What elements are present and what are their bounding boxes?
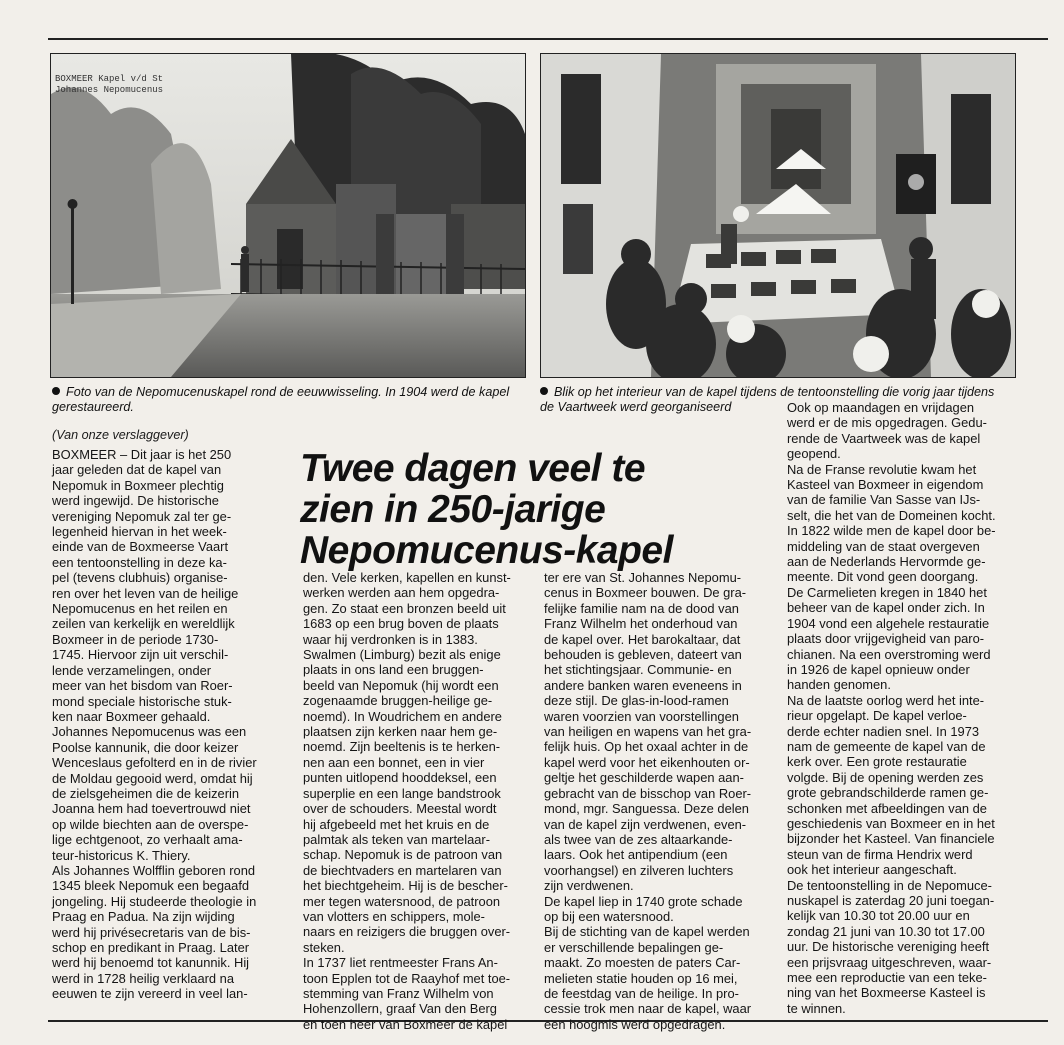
- text-line: mee een reproductie van een teke-: [787, 970, 987, 986]
- text-line: de zielsgeheimen die de keizerin: [52, 785, 240, 801]
- text-line: geopend.: [787, 446, 841, 462]
- article-column-4: [787, 400, 1019, 1016]
- text-line: ken naar Boxmeer gehaald.: [52, 708, 211, 724]
- text-line: melieten statie houden op 16 mei,: [544, 970, 738, 986]
- text-line: steun van de firma Hendrix werd: [787, 846, 973, 862]
- text-line: Hohenzollern, graaf Van den Berg: [303, 1001, 497, 1017]
- text-line: jaar geleden dat de kapel van: [52, 462, 222, 478]
- text-line: een tentoonstelling in deze ka-: [52, 554, 227, 570]
- text-line: de Moldau gegooid werd, omdat hij: [52, 770, 253, 786]
- text-line: plaats door vrijgevigheid van paro-: [787, 631, 985, 647]
- photo-chapel-exterior: [50, 53, 526, 378]
- text-line: De tentoonstelling in de Nepomuce-: [787, 877, 992, 893]
- text-line: noemd). In Woudrichem en andere: [303, 708, 502, 724]
- text-line: werd hij benoemd tot kanunnik. Hij: [52, 955, 250, 971]
- text-line: nuskapel is zaterdag 20 juni toegan-: [787, 893, 995, 908]
- text-line: schop en predikant in Praag. Later: [52, 940, 250, 955]
- text-line: toon Epplen tot de Raayhof met toe-: [303, 970, 511, 986]
- text-line: cenus in Boxmeer bouwen. De gra-: [544, 585, 747, 601]
- text-line: van de familie Van Sasse van IJs-: [787, 492, 981, 508]
- text-line: Franz Wilhelm het onderhoud van: [544, 616, 738, 632]
- text-line: zondag 21 juni van 10.30 tot 17.00: [787, 923, 985, 939]
- text-line: Nepomucenus en het reilen en: [52, 601, 228, 617]
- text-line: Joanna hem had toevertrouwd niet: [52, 801, 251, 817]
- text-line: plaats in ons land een bruggen-: [303, 662, 484, 678]
- text-line: werd in 1728 heilig verklaard na: [52, 970, 235, 986]
- text-line: Wenceslaus gefolterd en in de rivier: [52, 755, 257, 771]
- text-line: lige echtgenoot, zo verhaalt ama-: [52, 832, 243, 848]
- text-line: In 1737 liet rentmeester Frans An-: [303, 955, 498, 971]
- text-line: schonken met afbeeldingen van de: [787, 800, 987, 816]
- text-line: De Carmelieten kregen in 1840 het: [787, 584, 987, 600]
- stamp-line-2: Johannes Nepomucenus: [55, 85, 164, 95]
- text-line: middeling van de staat overgeven: [787, 538, 980, 554]
- text-line: ning van het Boxmeerse Kasteel is: [787, 985, 986, 1001]
- text-line: Als Johannes Wolfflin geboren rond: [52, 862, 256, 878]
- text-line: volgde. Bij de opening werden zes: [787, 769, 984, 785]
- text-line: grote gebrandschilderde ramen ge-: [787, 785, 989, 801]
- text-line: Na de Franse revolutie kwam het: [787, 461, 977, 477]
- photo-stamp-text: [55, 74, 163, 96]
- text-line: geltje het geschilderde wapen aan-: [544, 770, 744, 786]
- text-line: meente. Dit vond geen doorgang.: [787, 569, 979, 585]
- headline-line-2: zien in 250-jarige: [300, 488, 606, 531]
- text-line: werd er de mis opgedragen. Gedu-: [787, 415, 987, 431]
- text-line: de feestdag van de heilige. In pro-: [544, 985, 739, 1001]
- text-line: handen genomen.: [787, 677, 891, 693]
- text-line: waren voorzien van voorstellingen: [544, 708, 739, 724]
- text-line: 1745. Hiervoor zijn uit verschil-: [52, 647, 229, 663]
- text-line: uur. De historische vereniging heeft: [787, 939, 990, 955]
- text-line: hij afgebeeld met het kruis en de: [303, 816, 490, 832]
- text-line: de kapel over. Het barokaltaar, dat: [544, 631, 741, 647]
- caption-left: [52, 385, 522, 415]
- text-line: De kapel liep in 1740 grote schade: [544, 893, 743, 909]
- text-line: aan de Nederlands Hervormde ge-: [787, 554, 986, 570]
- text-line: van vlotters en schippers, mole-: [303, 908, 485, 924]
- text-line: 1345 bleek Nepomuk een begaafd: [52, 878, 250, 894]
- text-line: als twee van de zes altaarkande-: [544, 831, 733, 847]
- article-column-3: [544, 570, 776, 1032]
- chapel-exterior-image: [51, 54, 525, 377]
- text-line: kelijk van 10.30 tot 20.00 uur en: [787, 908, 970, 924]
- text-line: stemming van Franz Wilhelm von: [303, 985, 494, 1001]
- bullet-icon: [540, 387, 548, 395]
- text-line: mond, mgr. Sanguessa. Deze delen: [544, 801, 749, 817]
- text-line: naars en reizigers die bruggen over-: [303, 924, 511, 940]
- text-line: derde echter nadien snel. In 1973: [787, 723, 980, 739]
- text-line: over de schouders. Meestal wordt: [303, 801, 497, 817]
- text-line: te winnen.: [787, 1000, 846, 1016]
- stamp-line-1: BOXMEER Kapel v/d St: [55, 74, 164, 84]
- headline-line-1: Twee dagen veel te: [300, 447, 646, 490]
- text-line: een hoogmis werd opgedragen.: [544, 1016, 726, 1032]
- text-line: behouden is gebleven, dateert van: [544, 647, 742, 663]
- text-line: selt, die het van de Domeinen kocht.: [787, 507, 996, 523]
- text-line: felijke familie nam na de dood van: [544, 600, 739, 616]
- text-line: plaatsen zijn kerken naar hem ge-: [303, 724, 498, 740]
- text-line: op bij een watersnood.: [544, 908, 674, 924]
- chapel-interior-image: [541, 54, 1015, 377]
- text-line: Boxmeer in de periode 1730-: [52, 631, 219, 647]
- text-line: einde van de Boxmeerse Vaart: [52, 539, 229, 555]
- text-line: Ook op maandagen en vrijdagen: [787, 400, 975, 415]
- text-line: in 1926 de kapel opnieuw onder: [787, 661, 970, 677]
- text-line: gen. Zo staat een bronzen beeld uit: [303, 600, 506, 616]
- text-line: zijn verdwenen.: [544, 878, 634, 894]
- text-line: van heiligen en wapens van het gra-: [544, 724, 752, 740]
- text-line: den. Vele kerken, kapellen en kunst-: [303, 570, 511, 585]
- text-line: Poolse kannunik, die door keizer: [52, 739, 239, 755]
- text-line: maakt. Zo moesten de paters Car-: [544, 955, 741, 971]
- text-line: een prijsvraag uitgeschreven, waar-: [787, 954, 992, 970]
- text-line: punten uitlopend hooddeksel, een: [303, 770, 497, 786]
- text-line: mond speciale historische stuk-: [52, 693, 232, 709]
- article-column-1: [52, 447, 292, 1002]
- text-line: rende de Vaartweek was de kapel: [787, 430, 981, 446]
- text-line: nen aan een bonnet, een in vier: [303, 754, 485, 770]
- text-line: noemd. Zijn beeltenis is te herken-: [303, 739, 501, 755]
- text-line: ter ere van St. Johannes Nepomu-: [544, 570, 742, 585]
- headline: [300, 448, 770, 571]
- text-line: beeld van Nepomuk (hij wordt een: [303, 677, 499, 693]
- photo-chapel-interior: [540, 53, 1016, 378]
- text-line: het biechtgeheim. Hij is de bescher-: [303, 878, 508, 894]
- text-line: Nepomuk in Boxmeer plechtig: [52, 477, 224, 493]
- text-line: mer tegen watersnood, de patroon: [303, 893, 501, 909]
- text-line: vereniging Nepomuk zal ter ge-: [52, 508, 232, 524]
- text-line: andere banken waren eveneens in: [544, 677, 742, 693]
- text-line: werd ingewijd. De historische: [52, 493, 219, 509]
- text-line: deze stijl. De glas-in-lood-ramen: [544, 693, 729, 709]
- text-line: Na de laatste oorlog werd het inte-: [787, 692, 985, 708]
- text-line: eeuwen te zijn vereerd in veel lan-: [52, 986, 248, 1002]
- text-line: teur-historicus K. Thiery.: [52, 847, 191, 863]
- text-line: werd hij privésecretaris van de bis-: [52, 924, 251, 940]
- headline-line-3: Nepomucenus-kapel: [300, 529, 673, 572]
- text-line: ook het interieur aangeschaft.: [787, 862, 957, 878]
- text-line: voorhangsel) en zilveren luchters: [544, 862, 734, 878]
- bullet-icon: [52, 387, 60, 395]
- text-line: nam de gemeente de kapel van de: [787, 738, 986, 754]
- text-line: zogenaamde bruggen-heilige ge-: [303, 693, 493, 709]
- text-line: Johannes Nepomucenus was een: [52, 724, 247, 740]
- text-line: lende verzamelingen, onder: [52, 662, 212, 678]
- text-line: van de kapel zijn verdwenen, even-: [544, 816, 747, 832]
- text-line: superplie en een lange bandstrook: [303, 785, 501, 801]
- text-line: rieur opgelapt. De kapel verloe-: [787, 708, 967, 724]
- text-line: 1683 op een brug boven de plaats: [303, 616, 499, 632]
- text-line: gebracht van de bisschop van Roer-: [544, 785, 752, 801]
- text-line: op wilde biechten aan de overspe-: [52, 816, 249, 832]
- caption-right-text: Blik op het interieur van de kapel tijdens de tentoonstelling die vorig jaar tijdens de Vaartweek werd georganiseerd: [540, 385, 995, 414]
- text-line: het stichtingsjaar. Communie- en: [544, 662, 732, 678]
- text-line: er verschillende bepalingen ge-: [544, 939, 724, 955]
- text-line: BOXMEER – Dit jaar is het 250: [52, 447, 232, 462]
- text-line: geschiedenis van Boxmeer en in het: [787, 815, 995, 831]
- text-line: werken werden aan hem opgedra-: [303, 585, 500, 601]
- text-line: kapel werd voor het eikenhouten or-: [544, 754, 750, 770]
- text-line: waar hij verdronken is in 1383.: [303, 631, 478, 647]
- text-line: palmtak als teken van martelaar-: [303, 831, 490, 847]
- text-line: In 1822 wilde men de kapel door be-: [787, 523, 996, 539]
- text-line: Kasteel van Boxmeer in eigendom: [787, 477, 984, 493]
- text-line: kerk over. Een grote restauratie: [787, 754, 967, 770]
- text-line: chianen. Na een overstroming werd: [787, 646, 991, 662]
- text-line: felijk huis. Op het oxaal achter in de: [544, 739, 749, 755]
- text-line: steken.: [303, 939, 345, 955]
- text-line: schap. Nepomuk is de patroon van: [303, 847, 503, 863]
- text-line: laars. Ook het antipendium (een: [544, 847, 728, 863]
- text-line: 1904 vond een algehele restauratie: [787, 615, 990, 631]
- text-line: en toen heer van Boxmeer de kapel: [303, 1016, 508, 1032]
- caption-left-text: Foto van de Nepomucenuskapel rond de eeuwwisseling. In 1904 werd de kapel gerestaureerd.: [52, 385, 510, 414]
- text-line: bijzonder het Kasteel. Van financiele: [787, 831, 995, 847]
- text-line: de biechtvaders en martelaren van: [303, 862, 502, 878]
- text-line: cessie trok men naar de kapel, waar: [544, 1001, 752, 1017]
- text-line: beheer van de kapel onder zich. In: [787, 600, 985, 616]
- text-line: ren over het leven van de heilige: [52, 585, 239, 601]
- text-line: jongeling. Hij studeerde theologie in: [52, 893, 257, 909]
- text-line: Swalmen (Limburg) bezit als enige: [303, 647, 501, 663]
- text-line: zeilen van kerkelijk en wereldlijk: [52, 616, 235, 632]
- text-line: legenheid hiervan in het week-: [52, 524, 227, 540]
- text-line: Bij de stichting van de kapel werden: [544, 924, 750, 940]
- byline: (Van onze verslaggever): [52, 428, 189, 442]
- text-line: pel (tevens clubhuis) organise-: [52, 570, 228, 586]
- text-line: Praag en Padua. Na zijn wijding: [52, 909, 235, 925]
- text-line: meer van het bisdom van Roer-: [52, 678, 233, 694]
- top-rule: [48, 38, 1048, 40]
- article-column-2: [303, 570, 535, 1032]
